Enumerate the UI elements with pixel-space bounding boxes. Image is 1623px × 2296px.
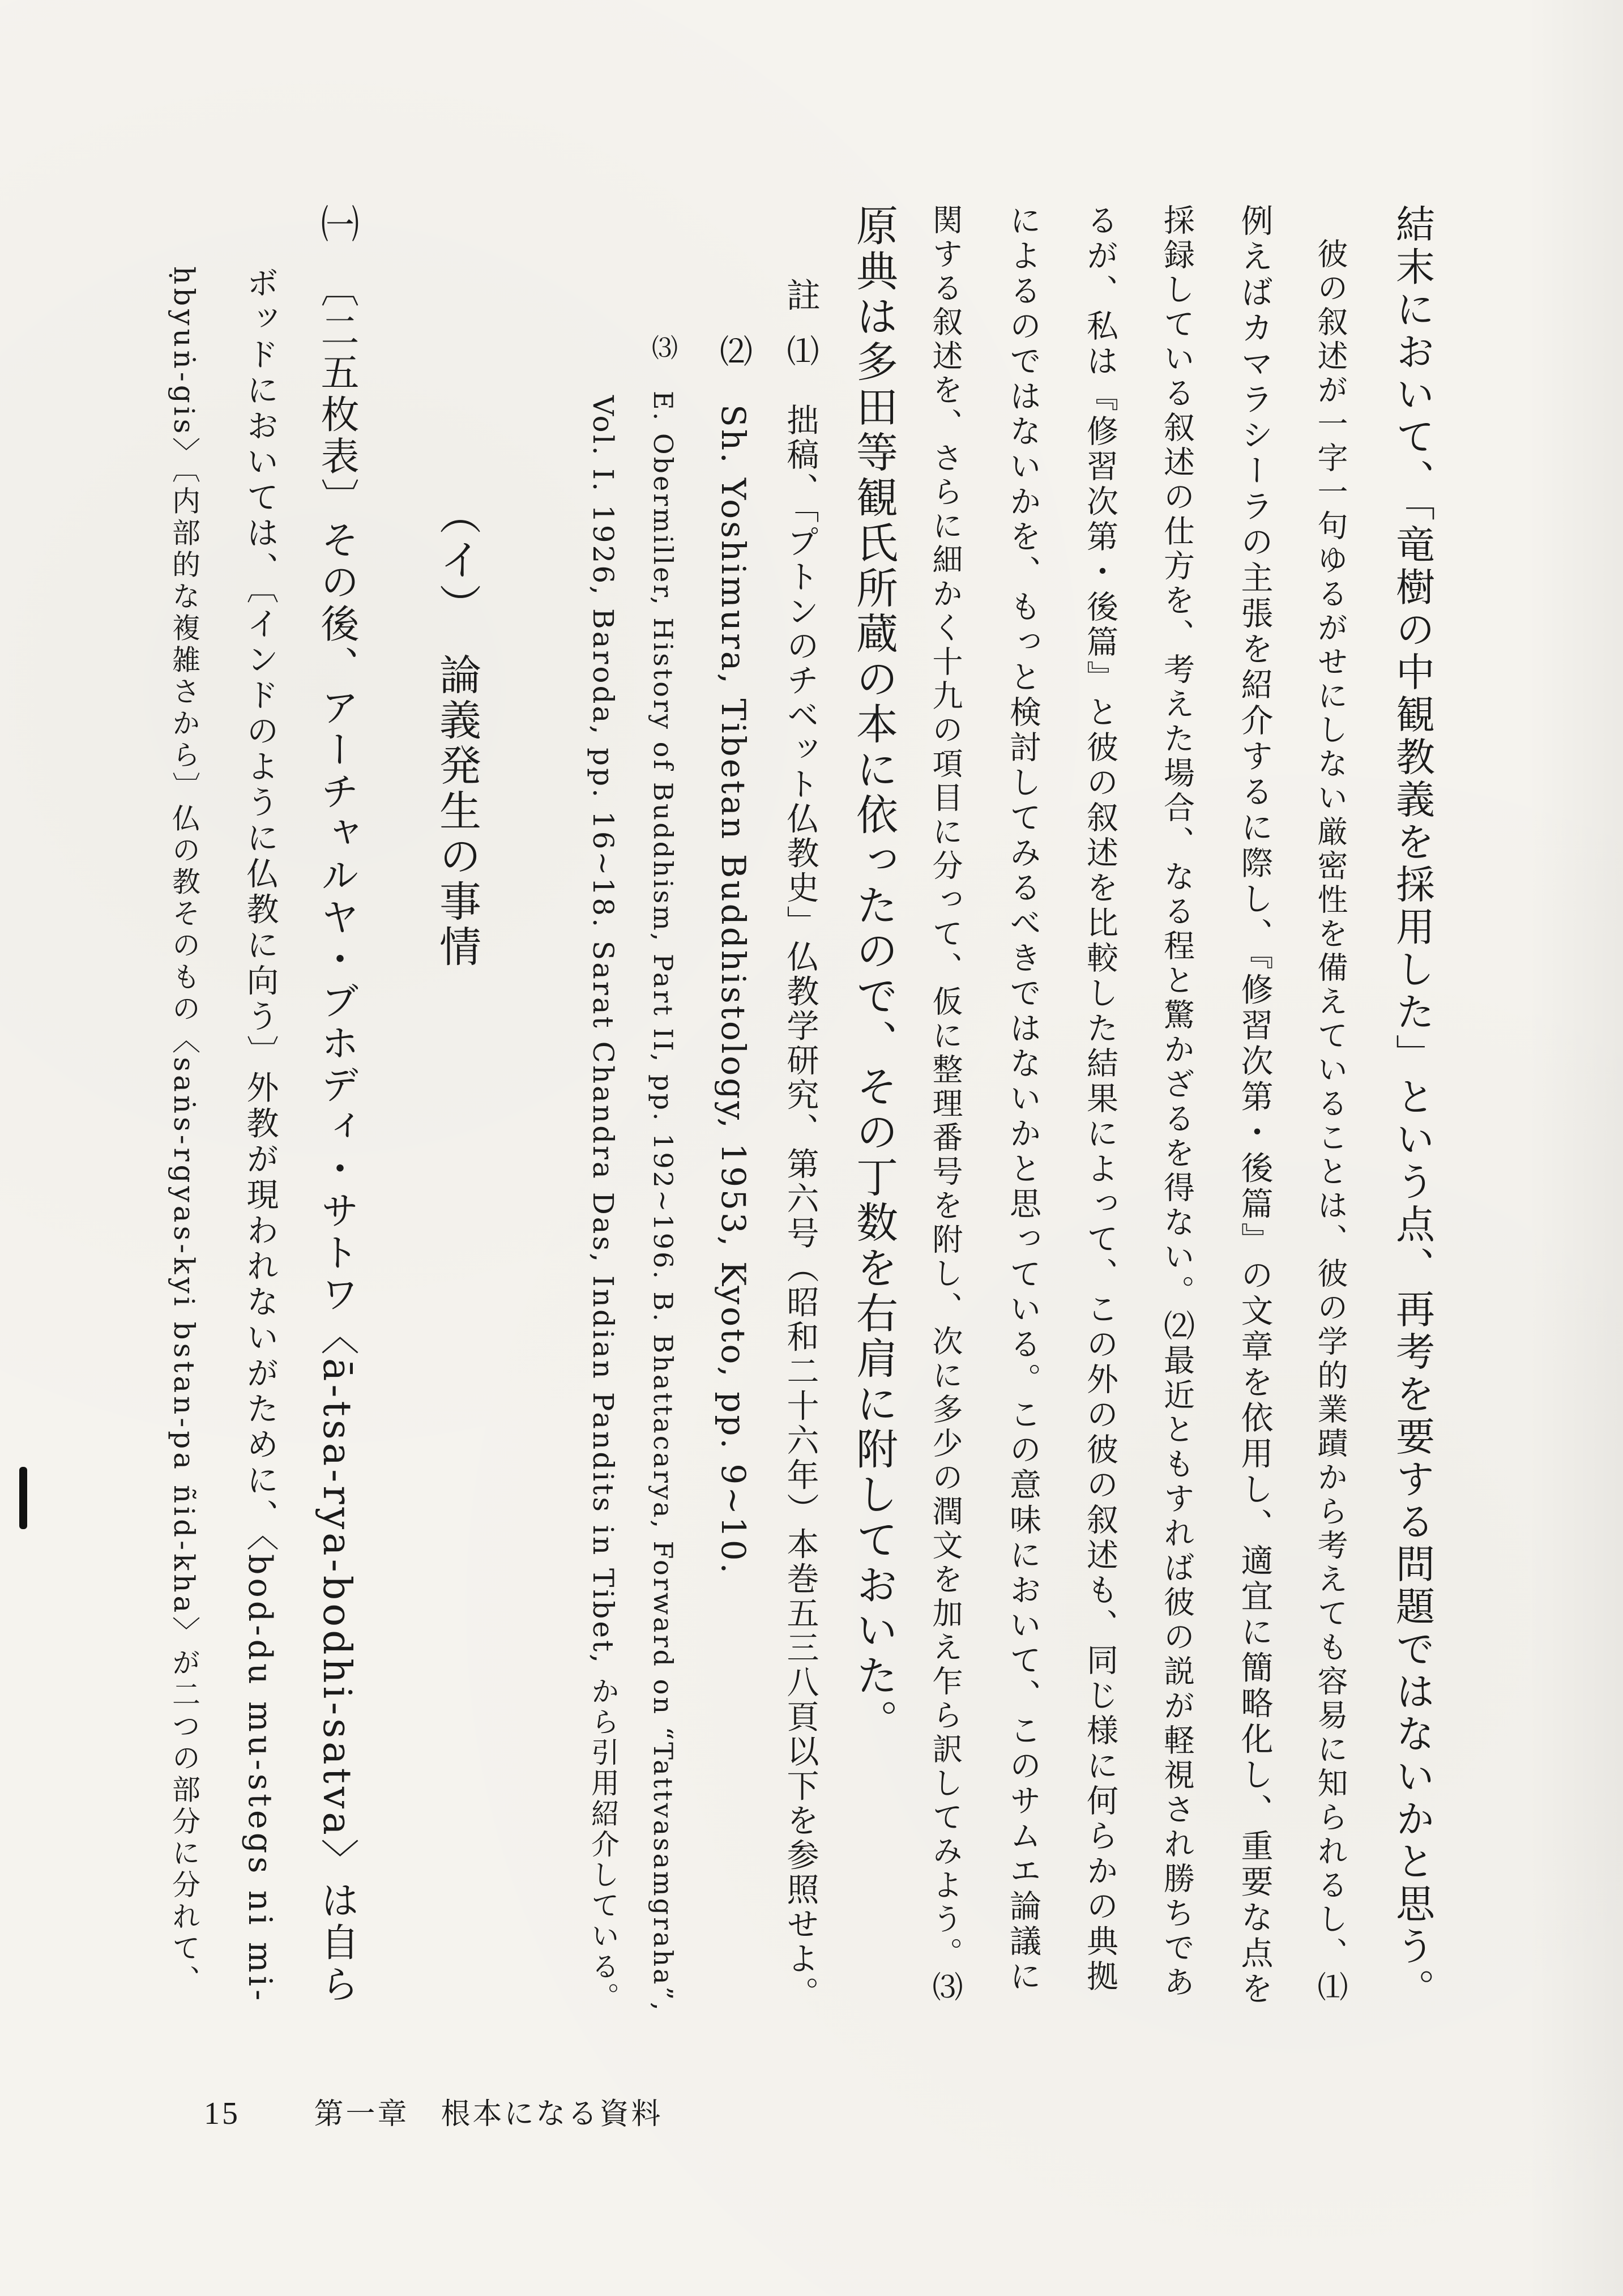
page-footer [204, 2090, 663, 2132]
body-line-7: 関する叙述を、さらに細かく十九の項目に分って、仮に整理番号を附し、次に多少の潤文を加え乍ら訳してみよう。⑶ [928, 204, 963, 2005]
body-line-8: 原典は多田等観氏所蔵の本に依ったので、その丁数を右肩に附しておいた。 [849, 204, 898, 1744]
section-line-3: ḥbyuṅ-gis〉〔内部的な複雑さから〕仏の教そのもの〈saṅs-rgyas-kyi bstan-pa ñid-kha〉が二つの部分に分れて、 [168, 266, 200, 1997]
scan-mark [19, 1467, 27, 1529]
body-line-4: 採録している叙述の仕方を、考えた場合、なる程と驚かざるを得ない。⑵最近ともすれば彼の説が軽視され勝ちであ [1159, 204, 1195, 2000]
body-line-6: によるのではないかを、もっと検討してみるべきではないかと思っている。この意味において、このサムエ論議に [1005, 204, 1041, 1995]
note-1: ⑴ 拙稿、「プトンのチベット仏教史」仏教学研究、第六号（昭和二十六年）本巻五三八頁以下を参照せよ。 [781, 334, 819, 2011]
note-2: ⑵ Sh. Yoshimura, Tibetan Buddhistology, 1953, Kyoto, pp. 9~10. [714, 334, 753, 1576]
note-3: ⑶ E. Obermiller, History of Buddhism, Part II, pp. 192~196. B. Bhattacarya, Forward on “Tattvasamgraha”, [648, 334, 678, 2013]
body-line-5: るが、私は『修習次第・後篇』と彼の叙述を比較した結果によって、この外の彼の叙述も、同じ様に何らかの典拠 [1082, 204, 1118, 1995]
section-line-1: ㈠ 〔二五枚表〕その後、アーチャルヤ・ブホディ・サトワ〈ā-tsa-rya-bodhi-satva〉は自ら [314, 204, 359, 2006]
body-line-2: 彼の叙述が一字一句ゆるがせにしない厳密性を備えていることは、彼の学的業蹟から考えても容易に知られるし、⑴ [1313, 204, 1348, 2005]
body-line-1: 結末において、「竜樹の中観教義を採用した」という点、再考を要する問題ではないかと思う。 [1389, 204, 1434, 2011]
section-heading: （イ） 論義発生の事情 [433, 493, 481, 970]
scan-edge-shadow [1527, 0, 1623, 2296]
notes-heading: 註 [781, 278, 821, 314]
page-number: 15 [204, 2096, 240, 2131]
body-line-3: 例えばカマラシーラの主張を紹介するに際し、『修習次第・後篇』の文章を依用し、適宜に簡略化し、重要な点を [1236, 204, 1273, 2008]
running-title: 第一章 根本になる資料 [314, 2097, 663, 2131]
note-3-continued: Vol. I. 1926, Baroda, pp. 16~18. Sarat Chandra Das, Indian Pandits in Tibet, から引用紹介している。 [587, 334, 620, 2013]
section-line-2: ボッドにおいては、〔インドのように仏教に向う〕外教が現われないがために、〈bod-du mu-stegs ni mi- [241, 266, 279, 2004]
